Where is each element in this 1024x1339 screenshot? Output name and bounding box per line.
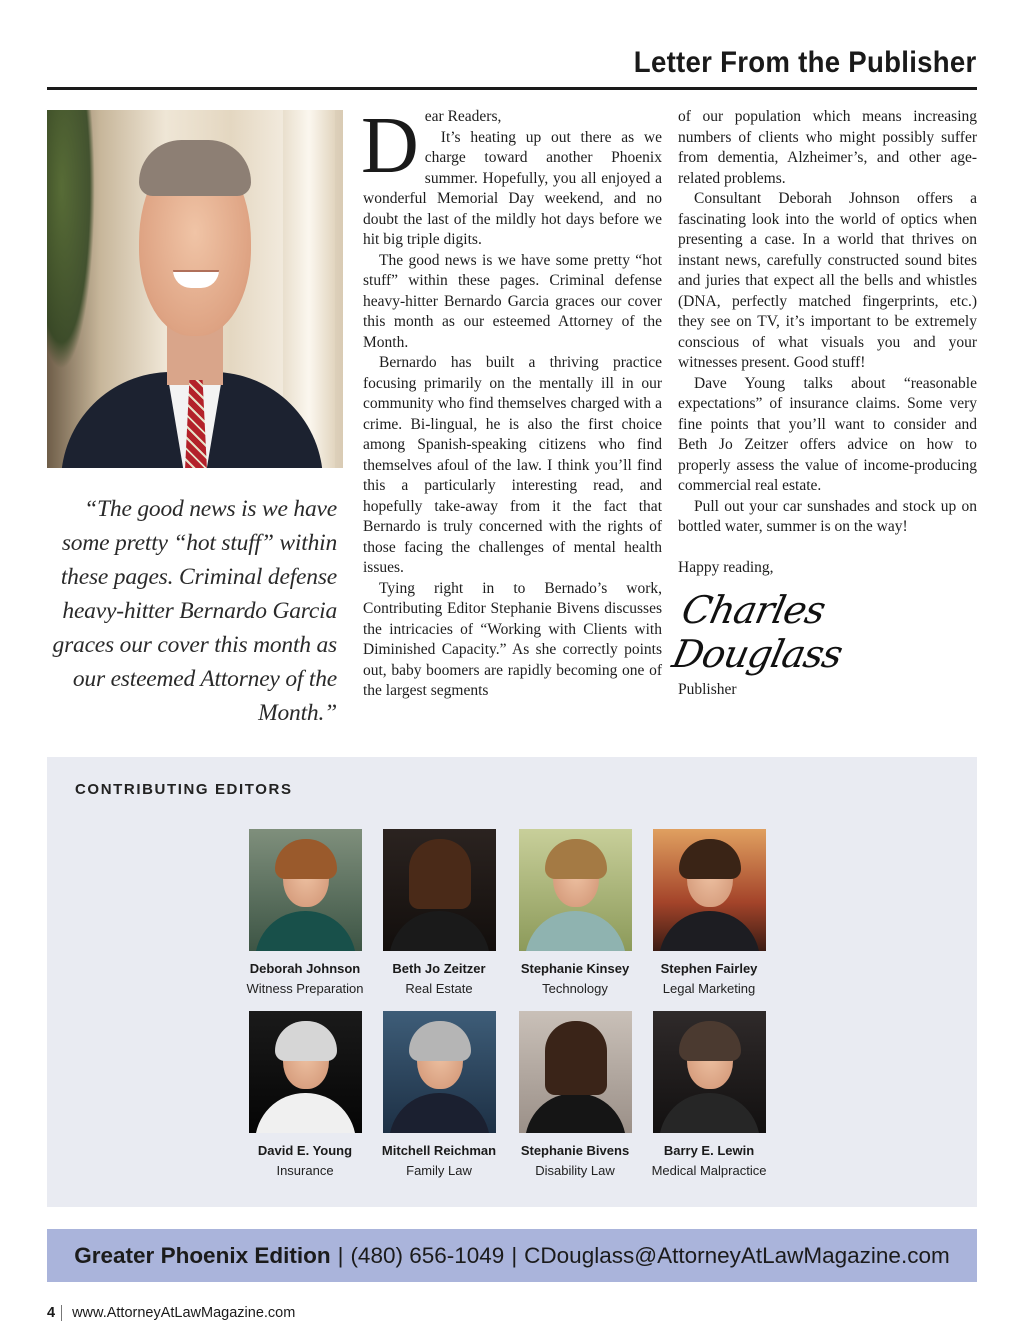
letter-paragraph: The good news is we have some pretty “hot stuff” within these pages. Criminal defense heavy-hitter Bernardo Garcia graces our cover this month as our esteemed Attorney of the Month. [363, 251, 662, 351]
letter-paragraph: Consultant Deborah Johnson offers a fascinating look into the world of optics when presenting a case. In a world that thrives on instant news, carefully constructed sound bites and juries that expect all the bells and whistles (DNA, perfectly matched fingerprints, etc.) they see on TV, it’s important to be extremely conscious of what visuals you and your witnesses present. Good stuff! [678, 190, 977, 371]
photo-body [525, 911, 626, 951]
edition-name: Greater Phoenix Edition [74, 1242, 331, 1268]
editor-role: Medical Malpractice [651, 1163, 767, 1178]
editor-photo [653, 829, 766, 951]
page-footer [47, 1305, 295, 1321]
photo-hair [679, 839, 741, 879]
editor-photo [653, 1011, 766, 1133]
publisher-title: Publisher [678, 681, 737, 698]
contact-email[interactable]: CDouglass@AttorneyAtLawMagazine.com [524, 1242, 950, 1268]
contact-separator: | [511, 1242, 518, 1268]
letter-paragraph: Dave Young talks about “reasonable expectations” of insurance claims. Some very fine points that you’ll want to consider and Beth Jo Zeitzer offers advice on how to properly assess the value of income-producing commercial real estate. [678, 374, 977, 494]
photo-body [389, 911, 490, 951]
editor-photo [249, 1011, 362, 1133]
letter-column-2 [668, 107, 977, 701]
editor-photo [519, 1011, 632, 1133]
editor-photo [519, 829, 632, 951]
editor-role: Family Law [406, 1163, 472, 1178]
photo-hair [139, 140, 251, 196]
photo-hair [679, 1021, 741, 1061]
photo-body [659, 911, 760, 951]
photo-body [255, 1093, 356, 1133]
photo-body [659, 1093, 760, 1133]
editor-card-stephanie-kinsey [507, 829, 643, 997]
letter-closing: Happy reading, [678, 558, 774, 576]
header-divider [47, 87, 977, 90]
letter-paragraph: Bernardo has built a thriving practice focusing primarily on the mentally ill in our community who find themselves charged with a crime. Bi-lingual, he is also the first choice among Spanish-speaking citizens who find themselves afoul of the law. I think you’ll find this a particularly interesting read, and hopefully take-away from it the fact that Bernardo is truly concerned with the rights of those facing the challenges of mental health issues. [363, 354, 662, 576]
editors-heading: CONTRIBUTING EDITORS [75, 781, 293, 798]
photo-hair [545, 839, 607, 879]
photo-hair [275, 839, 337, 879]
paragraph-gap [678, 538, 977, 558]
photo-hair [545, 1021, 607, 1095]
editor-name: Stephanie Kinsey [520, 961, 630, 976]
editor-photo [383, 1011, 496, 1133]
publisher-signature: Charles Douglass [668, 588, 846, 676]
letter-continuation: of our population which means increasing numbers of clients who might possibly suffer from dementia, Alzheimer’s, and other age-related problems. [678, 108, 977, 187]
page-number: 4 [47, 1305, 56, 1321]
letter-paragraph: Pull out your car sunshades and stock up on bottled water, summer is on the way! [678, 497, 977, 535]
editor-card-barry-lewin [641, 1011, 777, 1179]
photo-hair [409, 839, 471, 909]
editor-name: Stephen Fairley [660, 961, 758, 976]
page-title: Letter From the Publisher [634, 46, 977, 79]
footer-divider [61, 1305, 62, 1321]
editor-role: Insurance [276, 1163, 334, 1178]
contact-bar [47, 1229, 977, 1282]
editor-role: Disability Law [535, 1163, 615, 1178]
editor-name: Deborah Johnson [249, 961, 361, 976]
editor-card-mitchell-reichman [371, 1011, 507, 1179]
editor-card-stephen-fairley [641, 829, 777, 997]
contact-separator: | [337, 1242, 344, 1268]
editor-card-david-young [237, 1011, 373, 1179]
editor-role: Witness Preparation [246, 981, 364, 996]
editor-name: Beth Jo Zeitzer [392, 961, 486, 976]
editor-card-beth-jo-zeitzer [371, 829, 507, 997]
editor-name: Stephanie Bivens [520, 1143, 630, 1158]
website-link[interactable]: www.AttorneyAtLawMagazine.com [72, 1305, 296, 1321]
letter-paragraph: Tying right in to Bernado’s work, Contributing Editor Stephanie Bivens discusses the intricacies of “Working with Clients with Diminished Capacity.” As she correctly points out, baby boomers are rapidly becoming one of the largest segments [363, 579, 662, 699]
letter-paragraph: It’s heating up out there as we charge toward another Phoenix summer. Hopefully, you all enjoyed a wonderful Memorial Day weekend, and no doubt the last of the mildly hot days before we hit big triple digits. [363, 128, 662, 248]
contributing-editors-panel [47, 757, 977, 1207]
photo-plant [47, 110, 95, 370]
editor-photo [383, 829, 496, 951]
photo-body [255, 911, 356, 951]
photo-hair [275, 1021, 337, 1061]
editor-photo [249, 829, 362, 951]
editor-role: Technology [542, 981, 608, 996]
drop-cap: D [361, 102, 419, 190]
editor-role: Real Estate [405, 981, 473, 996]
contact-phone[interactable]: (480) 656-1049 [350, 1242, 505, 1268]
editor-name: Mitchell Reichman [381, 1143, 497, 1158]
editor-role: Legal Marketing [662, 981, 756, 996]
editor-card-deborah-johnson [237, 829, 373, 997]
photo-body [389, 1093, 490, 1133]
photo-body [525, 1093, 626, 1133]
editor-name: Barry E. Lewin [663, 1143, 755, 1158]
photo-hair [409, 1021, 471, 1061]
letter-greeting: ear Readers, [424, 108, 502, 125]
publisher-photo [47, 110, 343, 468]
editor-card-stephanie-bivens [507, 1011, 643, 1179]
letter-column-1 [361, 102, 662, 702]
pull-quote: “The good news is we have some pretty “hot stuff” within these pages. Criminal defense heavy-hitter Bernardo Garcia graces our cover this month as our esteemed Attorney of the Month.” [52, 496, 337, 726]
editor-name: David E. Young [257, 1143, 353, 1158]
